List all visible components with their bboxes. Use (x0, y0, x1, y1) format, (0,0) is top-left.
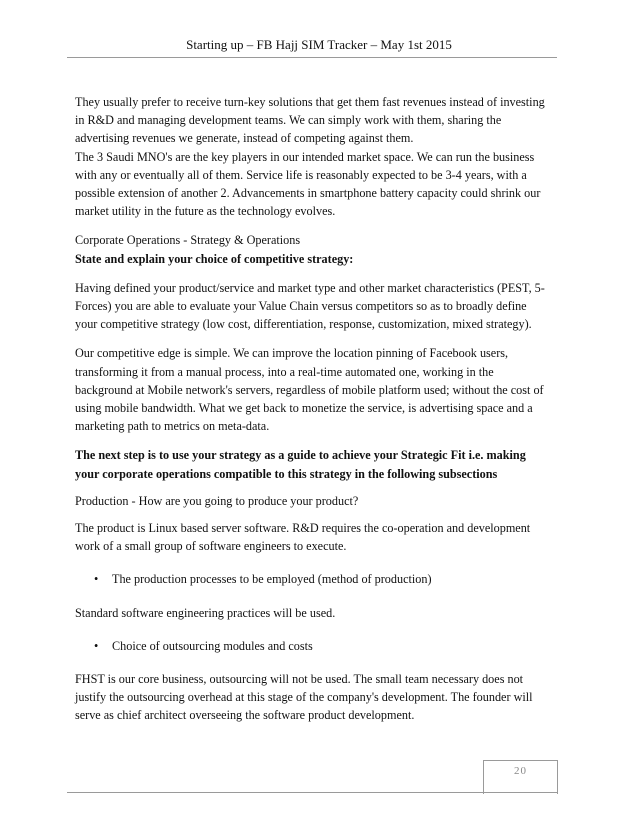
text-line: Forces) you are able to evaluate your Value Chain versus competitors so as to broadly define (75, 299, 527, 314)
text-line: with any or eventually all of them. Service life is reasonably expected to be 3-4 years, with a (75, 167, 527, 182)
text-line: market utility in the future as the technology evolves. (75, 204, 336, 219)
paragraph-practices: Standard software engineering practices will be used. (75, 605, 336, 620)
text-line: The product is Linux based server software. R&D requires the co-operation and development (75, 521, 531, 536)
bullet-icon: • (94, 638, 99, 653)
text-line: advertising revenues we generate, instead of competing against them. (75, 131, 414, 146)
production-label: Production - How are you going to produce your product? (75, 493, 359, 508)
text-line: your corporate operations compatible to this strategy in the following subsections (75, 466, 498, 481)
text-line: They usually prefer to receive turn-key solutions that get them fast revenues instead of investing (75, 95, 545, 109)
text-line: possible extension of another 2. Advancements in smartphone battery capacity could shrink our (75, 186, 541, 201)
text-line: Our competitive edge is simple. We can improve the location pinning of Facebook users, (75, 346, 509, 361)
text-line: serve as chief architect overseeing the software product development. (75, 708, 415, 723)
text-line: using mobile bandwidth. What we get back to monetize the service, is advertising space and a (75, 401, 533, 416)
text-line: transforming it from a manual process, into a real-time automated one, working in the (75, 364, 494, 379)
document-body (75, 93, 565, 725)
section-label: Corporate Operations - Strategy & Operations (75, 233, 301, 248)
paragraph-competitive-edge (75, 344, 565, 435)
header-divider (67, 57, 557, 58)
text-line: your competitive strategy (low cost, differentiation, response, customization, mixed strategy). (75, 317, 532, 332)
text-line: The 3 Saudi MNO's are the key players in our intended market space. We can run the business (75, 149, 535, 164)
text-line: in R&D and managing development teams. We can simply work with them, sharing the (75, 113, 502, 128)
text-line: background at Mobile network's servers, regardless of mobile platform used; without the cost of (75, 382, 544, 397)
paragraph-product (75, 519, 565, 555)
paragraph-next-step (75, 446, 565, 482)
footer-divider (67, 792, 557, 793)
text-line: FHST is our core business, outsourcing will not be used. The small team necessary does not (75, 672, 524, 687)
text-line: work of a small group of software engineers to execute. (75, 539, 347, 554)
paragraph-partners (75, 93, 565, 148)
bullet-icon: • (94, 572, 99, 587)
section-heading: State and explain your choice of competitive strategy: (75, 251, 354, 266)
paragraph-strategy-prompt (75, 279, 565, 334)
text-line: marketing path to metrics on meta-data. (75, 419, 270, 434)
paragraph-mno (75, 148, 565, 221)
page-number: 20 (514, 765, 527, 777)
list-item-text: The production processes to be employed (method of production) (112, 572, 432, 587)
list-item (94, 570, 565, 588)
list-item-text: Choice of outsourcing modules and costs (112, 638, 313, 653)
page-number-box (483, 760, 558, 794)
list-item (94, 637, 565, 655)
text-line: justify the outsourcing overhead at this stage of the company's development. The founder will (75, 690, 533, 705)
text-line: Having defined your product/service and market type and other market characteristics (PEST, 5- (75, 280, 545, 295)
page-header: Starting up – FB Hajj SIM Tracker – May 1st 2015 (186, 37, 452, 52)
text-line: The next step is to use your strategy as a guide to achieve your Strategic Fit i.e. making (75, 448, 526, 463)
paragraph-outsourcing (75, 670, 565, 725)
